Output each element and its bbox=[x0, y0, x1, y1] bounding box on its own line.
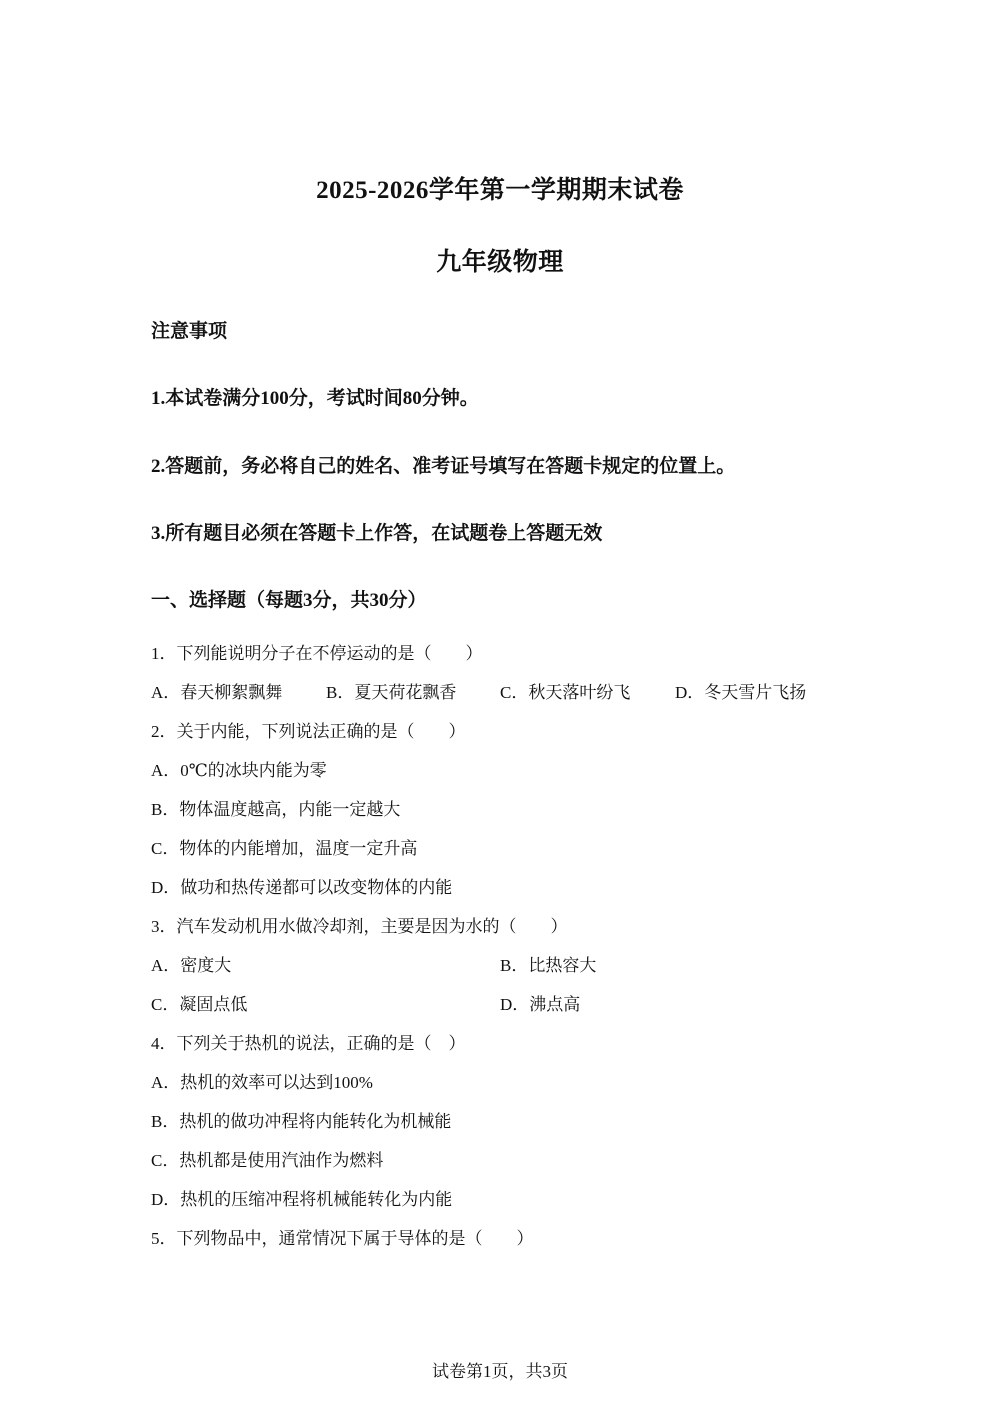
question-option: A．春天柳絮飘舞 bbox=[151, 683, 283, 702]
question-option: A．0℃的冰块内能为零 bbox=[151, 761, 327, 780]
exam-subtitle: 九年级物理 bbox=[436, 249, 564, 276]
question-option: D．冬天雪片飞扬 bbox=[675, 683, 807, 702]
question-option: A．热机的效率可以达到100% bbox=[151, 1073, 373, 1092]
question-option: D．热机的压缩冲程将机械能转化为内能 bbox=[151, 1190, 453, 1209]
exam-title: 2025-2026学年第一学期期末试卷 bbox=[316, 177, 684, 204]
question-option: C．秋天落叶纷飞 bbox=[500, 683, 631, 702]
question-option: D．做功和热传递都可以改变物体的内能 bbox=[151, 878, 453, 897]
question-stem: 1．下列能说明分子在不停运动的是（ ） bbox=[151, 644, 483, 663]
page-footer: 试卷第1页，共3页 bbox=[432, 1362, 568, 1381]
question-option: B．比热容大 bbox=[500, 956, 597, 975]
question-stem: 2．关于内能，下列说法正确的是（ ） bbox=[151, 722, 466, 741]
question-option: A．密度大 bbox=[151, 956, 232, 975]
section-heading: 一、选择题（每题3分，共30分） bbox=[151, 590, 427, 611]
question-option: B．热机的做功冲程将内能转化为机械能 bbox=[151, 1112, 452, 1131]
question-stem: 4．下列关于热机的说法，正确的是（ ） bbox=[151, 1034, 466, 1053]
question-option: B．物体温度越高，内能一定越大 bbox=[151, 800, 401, 819]
notice-heading: 注意事项 bbox=[151, 321, 228, 342]
question-option: D．沸点高 bbox=[500, 995, 581, 1014]
notice-item: 1.本试卷满分100分，考试时间80分钟。 bbox=[151, 388, 479, 409]
notice-item: 3.所有题目必须在答题卡上作答，在试题卷上答题无效 bbox=[151, 523, 603, 544]
question-option: C．物体的内能增加，温度一定升高 bbox=[151, 839, 418, 858]
question-stem: 5．下列物品中，通常情况下属于导体的是（ ） bbox=[151, 1229, 534, 1248]
question-option: C．热机都是使用汽油作为燃料 bbox=[151, 1151, 384, 1170]
notice-item: 2.答题前，务必将自己的姓名、准考证号填写在答题卡规定的位置上。 bbox=[151, 456, 736, 477]
question-option: B．夏天荷花飘香 bbox=[326, 683, 457, 702]
question-stem: 3．汽车发动机用水做冷却剂，主要是因为水的（ ） bbox=[151, 917, 568, 936]
question-option: C．凝固点低 bbox=[151, 995, 248, 1014]
